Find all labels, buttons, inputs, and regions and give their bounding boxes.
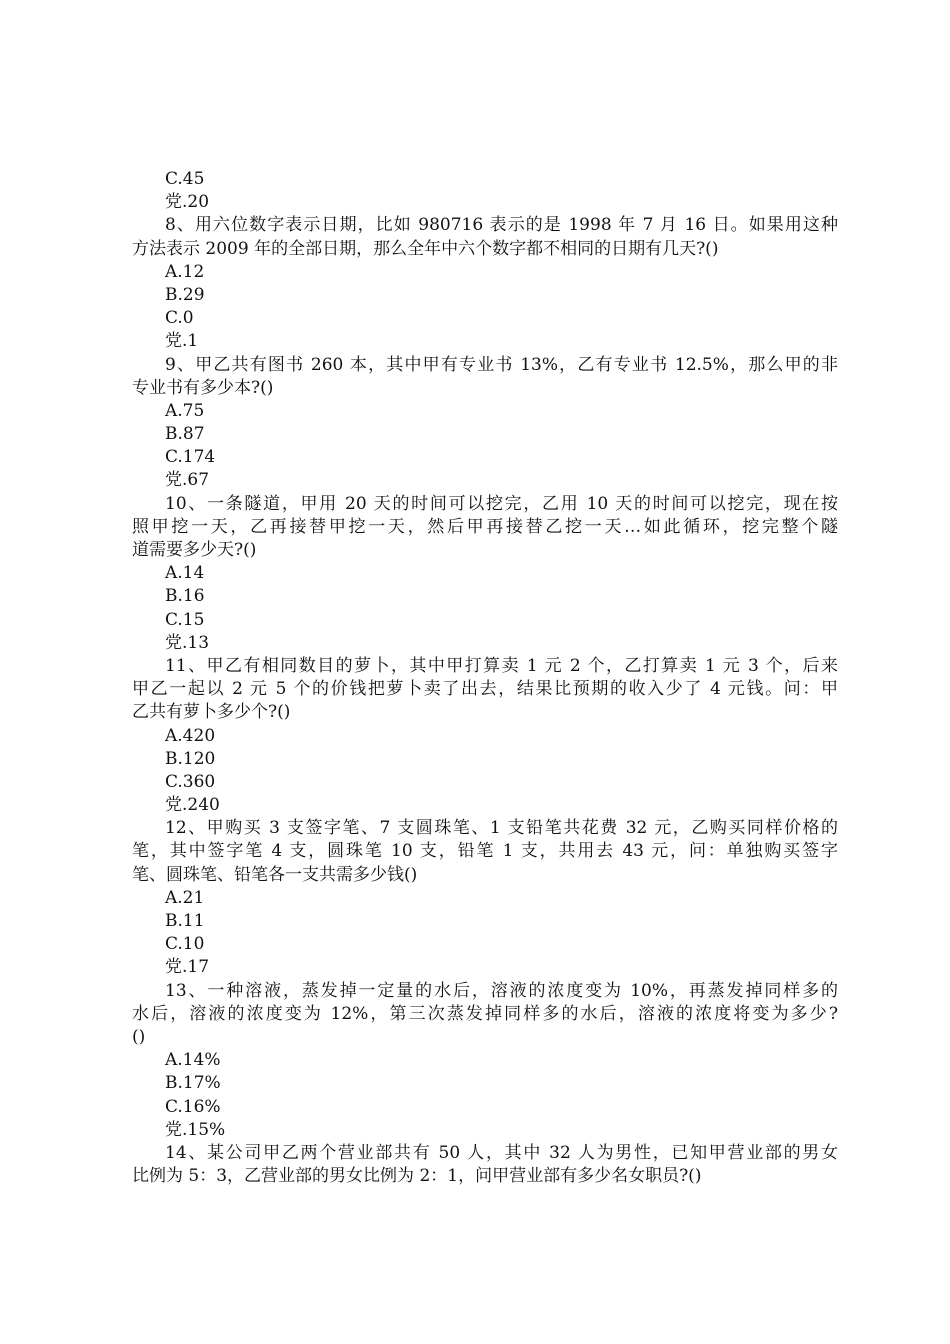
question-text-line: 照甲挖一天，乙再接替甲挖一天，然后甲再接替乙挖一天…如此循环，挖完整个隧 [132,516,838,537]
answer-option: A.21 [165,887,205,908]
question-text-line: 甲乙一起以 2 元 5 个的价钱把萝卜卖了出去，结果比预期的收入少了 4 元钱。问：甲 [132,679,838,700]
answer-option: B.11 [165,911,205,931]
answer-option: 党.67 [165,470,210,491]
answer-option: C.360 [165,771,216,792]
answer-option: B.29 [165,284,205,305]
question-text-line: 方法表示 2009 年的全部日期，那么全年中六个数字都不相同的日期有几天?() [132,238,719,259]
answer-option: 党.17 [165,957,210,978]
question-text-line: 水后，溶液的浓度变为 12%，第三次蒸发掉同样多的水后，溶液的浓度将变为多少? [132,1003,838,1024]
answer-option: B.87 [165,424,205,445]
question-text-line: 比例为 5：3，乙营业部的男女比例为 2：1，问甲营业部有多少名女职员?() [132,1166,702,1187]
answer-option: A.12 [165,261,205,282]
question-text-line: 8、用六位数字表示日期，比如 980716 表示的是 1998 年 7 月 16 日。如果用这种 [165,215,838,236]
answer-option: 党.240 [165,795,220,816]
question-text-line: 笔、圆珠笔、铅笔各一支共需多少钱() [132,864,418,885]
answer-option: C.45 [165,169,205,189]
question-item [132,1142,838,1188]
answer-option: A.14% [165,1050,221,1071]
answer-option: A.75 [165,400,205,421]
answer-option: C.0 [165,308,194,329]
answer-option: B.17% [165,1073,221,1094]
answer-option: A.14 [165,563,205,584]
question-text-line: () [132,1026,146,1047]
answer-option: 党.20 [165,192,210,213]
question-text-line: 12、甲购买 3 支签字笔、7 支圆珠笔、1 支铅笔共花费 32 元，乙购买同样价格的 [165,818,838,839]
question-text-line: 10、一条隧道，甲用 20 天的时间可以挖完，乙用 10 天的时间可以挖完，现在按 [165,493,838,514]
question-item [132,655,838,817]
question-text-line: 13、一种溶液，蒸发掉一定量的水后，溶液的浓度变为 10%，再蒸发掉同样多的 [165,980,838,1001]
question-item [132,980,838,1142]
question-text-line: 11、甲乙有相同数目的萝卜，其中甲打算卖 1 元 2 个，乙打算卖 1 元 3 个，后来 [165,655,838,676]
question-text-line: 道需要多少天?() [132,540,257,560]
question-item [132,214,838,353]
answer-option: B.120 [165,748,216,769]
answer-option: 党.1 [165,331,199,352]
answer-option: 党.13 [165,632,210,653]
answer-option: C.10 [165,934,205,955]
answer-option: C.16% [165,1096,221,1117]
question-text-line: 专业书有多少本?() [132,377,274,398]
question-text-line: 笔，其中签字笔 4 支，圆珠笔 10 支，铅笔 1 支，共用去 43 元，问：单独购买签字 [132,841,838,862]
answer-option: C.15 [165,609,205,630]
answer-option: A.420 [165,725,216,746]
question-item [132,817,838,979]
answer-option: C.174 [165,447,216,468]
question-list [132,168,838,1188]
question-text-line: 9、甲乙共有图书 260 本，其中甲有专业书 13%，乙有专业书 12.5%，那么甲的非 [165,354,838,375]
answer-option: 党.15% [165,1119,226,1140]
question-text-line: 14、某公司甲乙两个营业部共有 50 人，其中 32 人为男性，已知甲营业部的男女 [165,1142,838,1163]
answer-option: B.16 [165,586,205,607]
question-item [132,354,838,493]
question-item [132,493,838,655]
question-text-line: 乙共有萝卜多少个?() [132,702,291,723]
